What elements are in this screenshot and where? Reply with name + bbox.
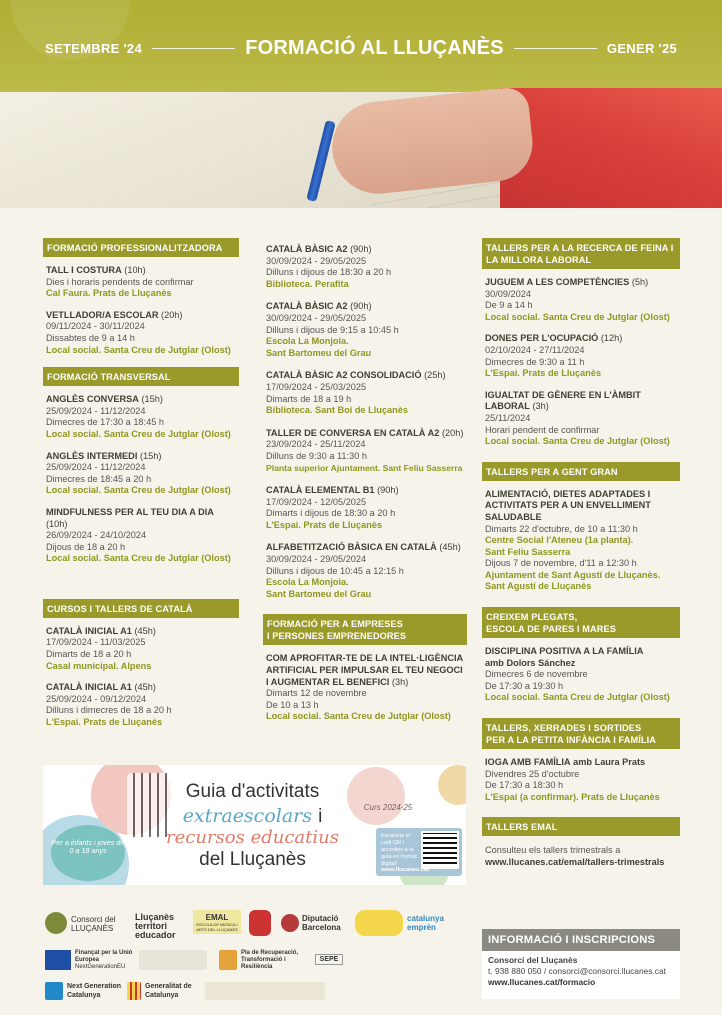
- course-name: MINDFULNESS PER AL TEU DIA A DIA: [46, 506, 214, 517]
- column-1: [43, 238, 239, 729]
- course-place: L'Espai. Prats de Lluçanès: [46, 717, 163, 728]
- diputacio-logo-icon: [281, 914, 299, 932]
- info-box: [482, 929, 680, 999]
- course-dates: 25/09/2024 - 11/12/2024: [46, 462, 146, 473]
- course-place: Local social. Santa Creu de Jutglar (Olost): [485, 311, 670, 322]
- sepe-logo: SEPE: [315, 954, 343, 965]
- course-entry: [43, 265, 239, 300]
- qr-code-icon[interactable]: [421, 831, 459, 869]
- course-hours: (3h): [391, 676, 409, 687]
- section-title-emal: TALLERS EMAL: [482, 817, 680, 836]
- course-name: ANGLÈS CONVERSA: [46, 394, 139, 405]
- course-name: DONES PER L'OCUPACIÓ: [485, 333, 599, 344]
- course-name: CATALÀ BÀSIC A2: [266, 301, 348, 312]
- guide-title-line4: del Lluçanès: [199, 849, 306, 870]
- course-place: Centre Social l'Ateneu (1a planta).: [485, 535, 634, 546]
- course-dates: 23/09/2024 - 25/11/2024: [266, 439, 366, 450]
- info-org: Consorci del Lluçanès: [488, 955, 578, 965]
- course-entry: [482, 390, 680, 448]
- course-place: Biblioteca. Sant Boi de Lluçanès: [266, 405, 408, 416]
- course-dates: Divendres 25 d'octubre: [485, 768, 580, 779]
- course-name: VETLLADOR/A ESCOLAR: [46, 309, 159, 320]
- course-place: Local social. Santa Creu de Jutglar (Olost): [46, 344, 231, 355]
- guide-extraescolars: extraescolars: [182, 805, 313, 827]
- section-title-line: FORMACIÓ PER A EMPRESES: [267, 619, 403, 630]
- course-name: CATALÀ INICIAL A1: [46, 625, 132, 636]
- course-hours: (15h): [141, 394, 163, 405]
- course-schedule: Dijous de 18 a 20 h: [46, 541, 126, 552]
- course-place: Ajuntament de Sant Agustí de Lluçanès.: [485, 569, 661, 580]
- section-title-professional: FORMACIÓ PROFESSIONALITZADORA: [43, 238, 239, 257]
- sponsor-logos: [43, 908, 463, 1008]
- course-dates: 30/09/2024 - 29/05/2025: [266, 312, 367, 323]
- course-hours: (10h): [46, 518, 68, 529]
- course-place: Casal municipal. Alpens: [46, 660, 152, 671]
- municipal-logo-icon: [249, 910, 271, 936]
- course-schedule: Dimecres de 17:30 a 18:45 h: [46, 417, 164, 428]
- course-schedule: De 10 a 13 h: [266, 699, 319, 710]
- course-schedule: De 17:30 a 19:30 h: [485, 680, 564, 691]
- course-entry: [43, 451, 239, 497]
- column-2: [263, 244, 467, 723]
- course-hours: (90h): [377, 485, 399, 496]
- red-sleeve-photo: [500, 88, 722, 208]
- course-entry: [482, 646, 680, 704]
- guide-title-line1: Guia d'activitats: [185, 781, 320, 802]
- course-schedule: Dilluns i dijous de 10:45 a 12:15 h: [266, 565, 404, 576]
- section-title-enterprises: [263, 614, 467, 645]
- column-3: [482, 238, 680, 869]
- header-divider-left: [152, 48, 235, 49]
- course-entry: [43, 682, 239, 728]
- course-place: Planta superior Ajuntament. Sant Feliu Sasserra: [266, 462, 463, 473]
- course-hours: (90h): [350, 301, 372, 312]
- section-title-transversal: FORMACIÓ TRANSVERSAL: [43, 367, 239, 386]
- course-dates: 17/09/2024 - 11/03/2025: [46, 637, 146, 648]
- course-dates: 25/09/2024 - 11/12/2024: [46, 405, 146, 416]
- next-gen-catalunya-icon: [45, 982, 63, 1000]
- course-entry: [263, 485, 467, 531]
- section-title-line: ESCOLA DE PARES I MARES: [486, 624, 616, 635]
- header-end-date: GENER '25: [606, 40, 677, 56]
- course-schedule: Dilluns de 9:30 a 11:30 h: [266, 450, 367, 461]
- course-town: Sant Bartomeu del Grau: [266, 347, 372, 358]
- recovery-plan-logo-icon: [219, 950, 237, 970]
- section-title-line: LA MILLORA LABORAL: [486, 255, 592, 265]
- catalunya-empren-logo: catalunya emprèn: [407, 914, 444, 932]
- course-entry: [43, 394, 239, 440]
- course-dates: 02/10/2024 - 27/11/2024: [485, 344, 585, 355]
- course-name: IOGA AMB FAMÍLIA: [485, 757, 571, 768]
- emal-link[interactable]: www.llucanes.cat/emal/tallers-trimestrals: [485, 857, 665, 867]
- section-title-line: TALLERS PER A LA RECERCA DE FEINA I: [486, 243, 674, 253]
- course-place: Local social. Santa Creu de Jutglar (Olost): [485, 692, 670, 703]
- course-name: ALIMENTACIÓ, DIETES ADAPTADES I ACTIVITATS PER A UN ENVELLIMENT SALUDABLE: [485, 488, 651, 522]
- course-hours: (90h): [350, 244, 372, 254]
- course-name: DISCIPLINA POSITIVA A LA FAMÍLIA: [485, 646, 644, 657]
- ministry-logos-icon: [205, 982, 325, 1000]
- section-title-line: I PERSONES EMPRENEDORES: [267, 631, 407, 642]
- course-place: Local social. Santa Creu de Jutglar (Olost): [46, 428, 231, 439]
- course-entry: [263, 244, 467, 290]
- qr-instructions: Escaneja el codi QR i accedeix a la guia en format digital!: [381, 833, 417, 867]
- course-year-label: Curs 2024-25: [363, 803, 413, 812]
- course-town: Sant Agustí de Lluçanès: [485, 581, 592, 592]
- section-title-job-search: [482, 238, 680, 269]
- course-place: Local social. Santa Creu de Jutglar (Olost): [46, 485, 231, 496]
- course-hours: (3h): [532, 401, 549, 412]
- course-name: CATALÀ ELEMENTAL B1: [266, 485, 375, 496]
- section-title-line: CREIXEM PLEGATS,: [486, 612, 578, 623]
- section-title-line: PER A LA PETITA INFÀNCIA I FAMÍLIA: [486, 735, 656, 746]
- course-place: Cal Faura. Prats de Lluçanès: [46, 288, 172, 299]
- activities-guide-banner[interactable]: [43, 765, 466, 885]
- course-name: CATALÀ BÀSIC A2 CONSOLIDACIÓ: [266, 370, 422, 381]
- course-instructor: amb Laura Prats: [573, 757, 646, 768]
- eu-logo-text: Finançat per la Unió Europea: [75, 950, 133, 963]
- emal-logo-text: EMAL: [205, 913, 229, 922]
- course-entry: [43, 626, 239, 672]
- course-name: ALFABETITZACIÓ BÀSICA EN CATALÀ: [266, 542, 437, 553]
- info-url[interactable]: www.llucanes.cat/formacio: [488, 977, 596, 987]
- course-schedule: Dilluns i dijous de 9:15 a 10:45 h: [266, 324, 399, 335]
- section-title-parents: [482, 607, 680, 638]
- emal-logo-subtitle: ESCOLA DE MÚSICA I ARTS DEL LLUÇANÈS: [196, 922, 238, 932]
- course-hours: (45h): [439, 542, 461, 553]
- info-title: INFORMACIÓ I INSCRIPCIONS: [482, 929, 680, 951]
- course-name: COM APROFITAR-TE DE LA INTEL·LIGÈNCIA ARTIFICIAL PER IMPULSAR EL TEU NEGOCI I AUGMENTAR EL BENEFICI: [266, 653, 463, 687]
- emal-text: Consulteu els tallers trimestrals a: [485, 845, 621, 856]
- generalitat-shield-icon: [127, 982, 141, 1000]
- course-place: L'Espai. Prats de Lluçanès: [266, 519, 383, 530]
- course-schedule: Dissabtes de 9 a 14 h: [46, 332, 135, 343]
- course-session: Dimarts 22 d'octubre, de 10 a 11:30 h: [485, 523, 638, 534]
- eu-logo: [75, 950, 135, 971]
- course-name: TALL I COSTURA: [46, 265, 122, 275]
- guide-url[interactable]: www.llucanes.cat: [381, 867, 430, 873]
- course-schedule: Dilluns i dimecres de 18 a 20 h: [46, 705, 172, 716]
- course-place: Escola La Monjoia.: [266, 336, 349, 347]
- header-start-date: SETEMBRE '24: [45, 40, 142, 56]
- course-entry: [263, 653, 467, 723]
- emal-logo: [193, 910, 241, 934]
- course-name: CATALÀ BÀSIC A2: [266, 244, 348, 254]
- course-name: IGUALTAT DE GÈNERE EN L'ÀMBIT LABORAL: [485, 389, 641, 412]
- emal-entry: [482, 845, 680, 868]
- festival-logo-icon: [355, 910, 403, 936]
- course-place: L'Espai (a confirmar). Prats de Lluçanès: [485, 791, 660, 802]
- course-dates: 25/11/2024: [485, 412, 531, 423]
- course-hours: (15h): [139, 450, 162, 461]
- course-name: ANGLÈS INTERMEDI: [46, 450, 138, 461]
- guide-title-line3: recursos educatius: [166, 827, 339, 848]
- course-dates: 25/09/2024 - 09/12/2024: [46, 693, 147, 704]
- course-schedule: Dimarts de 18 a 20 h: [46, 649, 132, 660]
- course-schedule: Dimecres de 18:45 a 20 h: [46, 473, 152, 484]
- course-schedule: Dimecres de 9:30 a 11 h: [485, 356, 585, 367]
- course-entry: [482, 489, 680, 593]
- course-dates: 17/09/2024 - 25/03/2025: [266, 381, 367, 392]
- section-title-elderly: TALLERS PER A GENT GRAN: [482, 462, 680, 481]
- course-dates: Dimecres 6 de novembre: [485, 669, 588, 680]
- course-entry: [43, 507, 239, 565]
- course-hours: (10h): [124, 265, 146, 275]
- next-gen-catalunya-logo: Next Generation Catalunya: [67, 983, 122, 999]
- eu-logo-subtitle: NextGenerationEU: [75, 964, 126, 970]
- course-hours: (5h): [631, 277, 649, 287]
- course-dates: 26/09/2024 - 24/10/2024: [46, 530, 147, 541]
- course-place: Local social. Santa Creu de Jutglar (Olost): [46, 553, 231, 564]
- diputacio-logo: Diputació Barcelona: [302, 914, 341, 932]
- course-dates: 30/09/2024: [485, 288, 531, 299]
- course-dates: Dimarts 12 de novembre: [266, 688, 367, 699]
- course-place: Local social. Santa Creu de Jutglar (Olost): [266, 711, 451, 722]
- eu-flag-icon: [45, 950, 71, 970]
- course-dates: 30/09/2024 - 29/05/2024: [266, 554, 367, 565]
- course-schedule: Dimarts i dijous de 18:30 a 20 h: [266, 508, 396, 519]
- header-row: [45, 35, 677, 61]
- course-dates: 30/09/2024 - 29/05/2025: [266, 255, 367, 266]
- recovery-plan-logo: Pla de Recuperació, Transformació i Resiliència: [241, 950, 299, 970]
- course-hours: (45h): [134, 625, 156, 636]
- course-place: L'Espai. Prats de Lluçanès: [485, 368, 602, 379]
- government-logo-icon: [139, 950, 207, 970]
- course-schedule: Dimarts de 18 a 19 h: [266, 393, 352, 404]
- course-hours: (45h): [134, 682, 156, 693]
- territori-educador-logo: Lluçanès territori educador: [135, 912, 176, 940]
- course-dates: 09/11/2024 - 30/11/2024: [46, 321, 145, 332]
- course-schedule: De 9 a 14 h: [485, 300, 533, 311]
- info-contact[interactable]: t. 938 880 050 / consorci@consorci.llucanes.cat: [488, 966, 666, 976]
- course-hours: (12h): [600, 333, 623, 344]
- course-place: Biblioteca. Perafita: [266, 278, 349, 289]
- course-place: Local social. Santa Creu de Jutglar (Olost): [485, 436, 670, 447]
- course-entry: [263, 542, 467, 600]
- hero-banner: [0, 0, 722, 208]
- course-name: CATALÀ INICIAL A1: [46, 682, 132, 693]
- course-instructor: amb Dolors Sánchez: [485, 657, 576, 668]
- section-title-catalan: CURSOS I TALLERS DE CATALÀ: [43, 599, 239, 618]
- course-entry: [263, 428, 467, 474]
- course-hours: (25h): [424, 370, 446, 381]
- course-entry: [263, 370, 467, 416]
- course-dates: 17/09/2024 - 12/05/2025: [266, 496, 367, 507]
- course-schedule: Horari pendent de confirmar: [485, 424, 600, 435]
- course-entry: [482, 277, 680, 323]
- section-title-childhood: [482, 718, 680, 749]
- course-schedule: Dilluns i dijous de 18:30 a 20 h: [266, 267, 392, 278]
- course-schedule: Dies i horaris pendents de confirmar: [46, 276, 194, 287]
- course-hours: (20h): [441, 427, 464, 438]
- course-entry: [482, 333, 680, 379]
- course-town: Sant Feliu Sasserra: [485, 546, 571, 557]
- course-entry: [43, 310, 239, 356]
- course-entry: [263, 301, 467, 359]
- age-badge: Per a infants i joves de 0 a 18 anys: [51, 825, 125, 881]
- guide-title-line2: [160, 805, 345, 828]
- course-session: Dijous 7 de novembre, d'11 a 12:30 h: [485, 558, 637, 569]
- header-divider-right: [514, 48, 597, 49]
- course-entry: [482, 757, 680, 803]
- course-town: Sant Bartomeu del Grau: [266, 588, 372, 599]
- course-name: JUGUEM A LES COMPETÈNCIES: [485, 277, 630, 287]
- course-name: TALLER DE CONVERSA EN CATALÀ A2: [266, 427, 440, 438]
- consorci-logo: Consorci del LLUÇANÈS: [71, 915, 116, 933]
- consorci-logo-icon: [45, 912, 67, 934]
- course-place: Escola La Monjoia.: [266, 577, 349, 588]
- course-schedule: De 17:30 a 18:30 h: [485, 780, 564, 791]
- section-title-line: TALLERS, XERRADES I SORTIDES: [486, 723, 642, 734]
- info-body: [482, 951, 680, 992]
- generalitat-logo: Generalitat de Catalunya: [145, 983, 192, 999]
- guide-conjunction: i: [318, 806, 323, 827]
- page-title: FORMACIÓ AL LLUÇANÈS: [245, 36, 504, 59]
- course-hours: (20h): [161, 309, 183, 320]
- yellow-blob: [438, 765, 466, 805]
